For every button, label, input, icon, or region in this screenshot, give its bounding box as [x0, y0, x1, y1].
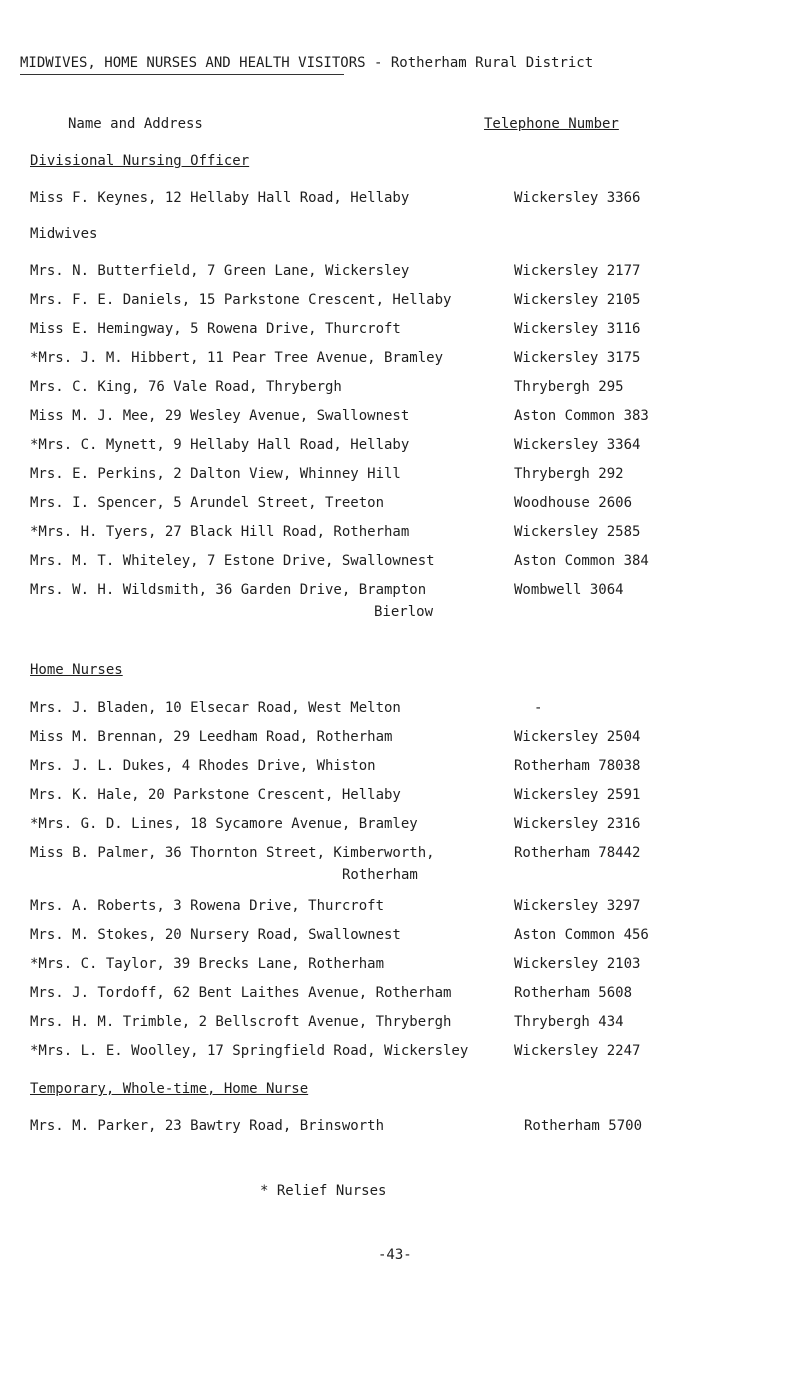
- entry-telephone: Rotherham 78442: [514, 845, 641, 861]
- entry-name-address: Mrs. M. Stokes, 20 Nursery Road, Swallownest: [30, 927, 401, 943]
- list-item: [30, 758, 790, 780]
- entry-name-address: Mrs. E. Perkins, 2 Dalton View, Whinney Hill: [30, 466, 401, 482]
- entry-telephone: Wickersley 3116: [514, 321, 641, 337]
- list-item: [30, 1118, 790, 1140]
- list-item: [30, 845, 790, 889]
- section-heading-temporary: Temporary, Whole-time, Home Nurse: [30, 1081, 309, 1097]
- entry-address-continuation: Rotherham: [342, 867, 418, 883]
- entry-name-address: Miss E. Hemingway, 5 Rowena Drive, Thurcroft: [30, 321, 401, 337]
- entry-name-address: *Mrs. L. E. Woolley, 17 Springfield Road, Wickersley: [30, 1043, 469, 1059]
- entry-name-address: Mrs. C. King, 76 Vale Road, Thrybergh: [30, 379, 342, 395]
- list-item: [30, 437, 790, 459]
- entry-telephone: Wickersley 3297: [514, 898, 641, 914]
- entry-name-address: Mrs. J. Bladen, 10 Elsecar Road, West Melton: [30, 700, 401, 716]
- entry-name-address: *Mrs. C. Mynett, 9 Hellaby Hall Road, Hellaby: [30, 437, 410, 453]
- entry-name-address: *Mrs. H. Tyers, 27 Black Hill Road, Rotherham: [30, 524, 410, 540]
- entry-name-address: Mrs. I. Spencer, 5 Arundel Street, Treeton: [30, 495, 385, 511]
- entry-telephone: Aston Common 456: [514, 927, 649, 943]
- list-item: [30, 927, 790, 949]
- list-item: [30, 787, 790, 809]
- column-header-name: Name and Address: [68, 116, 203, 132]
- list-item: [30, 495, 790, 517]
- entry-name-address: Mrs. M. T. Whiteley, 7 Estone Drive, Swallownest: [30, 553, 435, 569]
- entry-telephone: -: [534, 700, 543, 716]
- list-item: [30, 350, 790, 372]
- list-item: [30, 466, 790, 488]
- list-item: [30, 985, 790, 1007]
- entry-name-address: Miss M. J. Mee, 29 Wesley Avenue, Swallownest: [30, 408, 410, 424]
- list-item: [30, 1043, 790, 1065]
- entry-name-address: *Mrs. G. D. Lines, 18 Sycamore Avenue, Bramley: [30, 816, 418, 832]
- entry-telephone: Rotherham 78038: [514, 758, 641, 774]
- list-item: [30, 379, 790, 401]
- list-item: [30, 190, 790, 212]
- section-heading-midwives: Midwives: [30, 226, 98, 242]
- list-item: [30, 582, 790, 626]
- list-item: [30, 816, 790, 838]
- list-item: [30, 292, 790, 314]
- entry-name-address: *Mrs. J. M. Hibbert, 11 Pear Tree Avenue, Bramley: [30, 350, 444, 366]
- entry-name-address: *Mrs. C. Taylor, 39 Brecks Lane, Rotherham: [30, 956, 385, 972]
- entry-telephone: Wickersley 2316: [514, 816, 641, 832]
- entry-name-address: Mrs. K. Hale, 20 Parkstone Crescent, Hellaby: [30, 787, 401, 803]
- column-header-telephone: Telephone Number: [484, 116, 619, 132]
- list-item: [30, 956, 790, 978]
- entry-name-address: Mrs. N. Butterfield, 7 Green Lane, Wickersley: [30, 263, 410, 279]
- page-header-title: MIDWIVES, HOME NURSES AND HEALTH VISITORS - Rotherham Rural District: [20, 55, 594, 71]
- entry-telephone: Woodhouse 2606: [514, 495, 633, 511]
- entry-name-address: Mrs. W. H. Wildsmith, 36 Garden Drive, Brampton: [30, 582, 427, 598]
- entry-telephone: Wickersley 2177: [514, 263, 641, 279]
- entry-name-address: Mrs. J. Tordoff, 62 Bent Laithes Avenue, Rotherham: [30, 985, 452, 1001]
- entry-name-address: Miss M. Brennan, 29 Leedham Road, Rotherham: [30, 729, 393, 745]
- entry-name-address: Mrs. F. E. Daniels, 15 Parkstone Crescent, Hellaby: [30, 292, 452, 308]
- page-number: -43-: [378, 1247, 412, 1263]
- section-heading-divisional: Divisional Nursing Officer: [30, 153, 250, 169]
- header-underline: [20, 74, 344, 75]
- entry-name-address: Mrs. J. L. Dukes, 4 Rhodes Drive, Whiston: [30, 758, 376, 774]
- entry-telephone: Wickersley 2585: [514, 524, 641, 540]
- list-item: [30, 729, 790, 751]
- entry-telephone: Thrybergh 295: [514, 379, 624, 395]
- list-item: [30, 898, 790, 920]
- entry-telephone: Aston Common 383: [514, 408, 649, 424]
- entry-name-address: Mrs. A. Roberts, 3 Rowena Drive, Thurcroft: [30, 898, 385, 914]
- entry-telephone: Wickersley 2105: [514, 292, 641, 308]
- entry-telephone: Wickersley 2103: [514, 956, 641, 972]
- entry-telephone: Wickersley 3364: [514, 437, 641, 453]
- list-item: [30, 553, 790, 575]
- entry-telephone: Wombwell 3064: [514, 582, 624, 598]
- entry-telephone: Wickersley 2247: [514, 1043, 641, 1059]
- footnote-relief-nurses: * Relief Nurses: [260, 1183, 387, 1199]
- entry-telephone: Wickersley 3175: [514, 350, 641, 366]
- entry-name-address: Miss F. Keynes, 12 Hellaby Hall Road, Hellaby: [30, 190, 410, 206]
- entry-name-address: Miss B. Palmer, 36 Thornton Street, Kimberworth,: [30, 845, 435, 861]
- entry-telephone: Thrybergh 292: [514, 466, 624, 482]
- entry-name-address: Mrs. H. M. Trimble, 2 Bellscroft Avenue, Thrybergh: [30, 1014, 452, 1030]
- entry-telephone: Wickersley 2591: [514, 787, 641, 803]
- section-heading-home-nurses: Home Nurses: [30, 662, 123, 678]
- entry-address-continuation: Bierlow: [374, 604, 434, 620]
- list-item: [30, 263, 790, 285]
- entry-telephone: Thrybergh 434: [514, 1014, 624, 1030]
- list-item: [30, 321, 790, 343]
- entry-telephone: Aston Common 384: [514, 553, 649, 569]
- list-item: [30, 524, 790, 546]
- entry-telephone: Rotherham 5700: [524, 1118, 643, 1134]
- list-item: [30, 700, 790, 722]
- list-item: [30, 1014, 790, 1036]
- list-item: [30, 408, 790, 430]
- entry-name-address: Mrs. M. Parker, 23 Bawtry Road, Brinsworth: [30, 1118, 385, 1134]
- entry-telephone: Wickersley 3366: [514, 190, 641, 206]
- entry-telephone: Wickersley 2504: [514, 729, 641, 745]
- entry-telephone: Rotherham 5608: [514, 985, 633, 1001]
